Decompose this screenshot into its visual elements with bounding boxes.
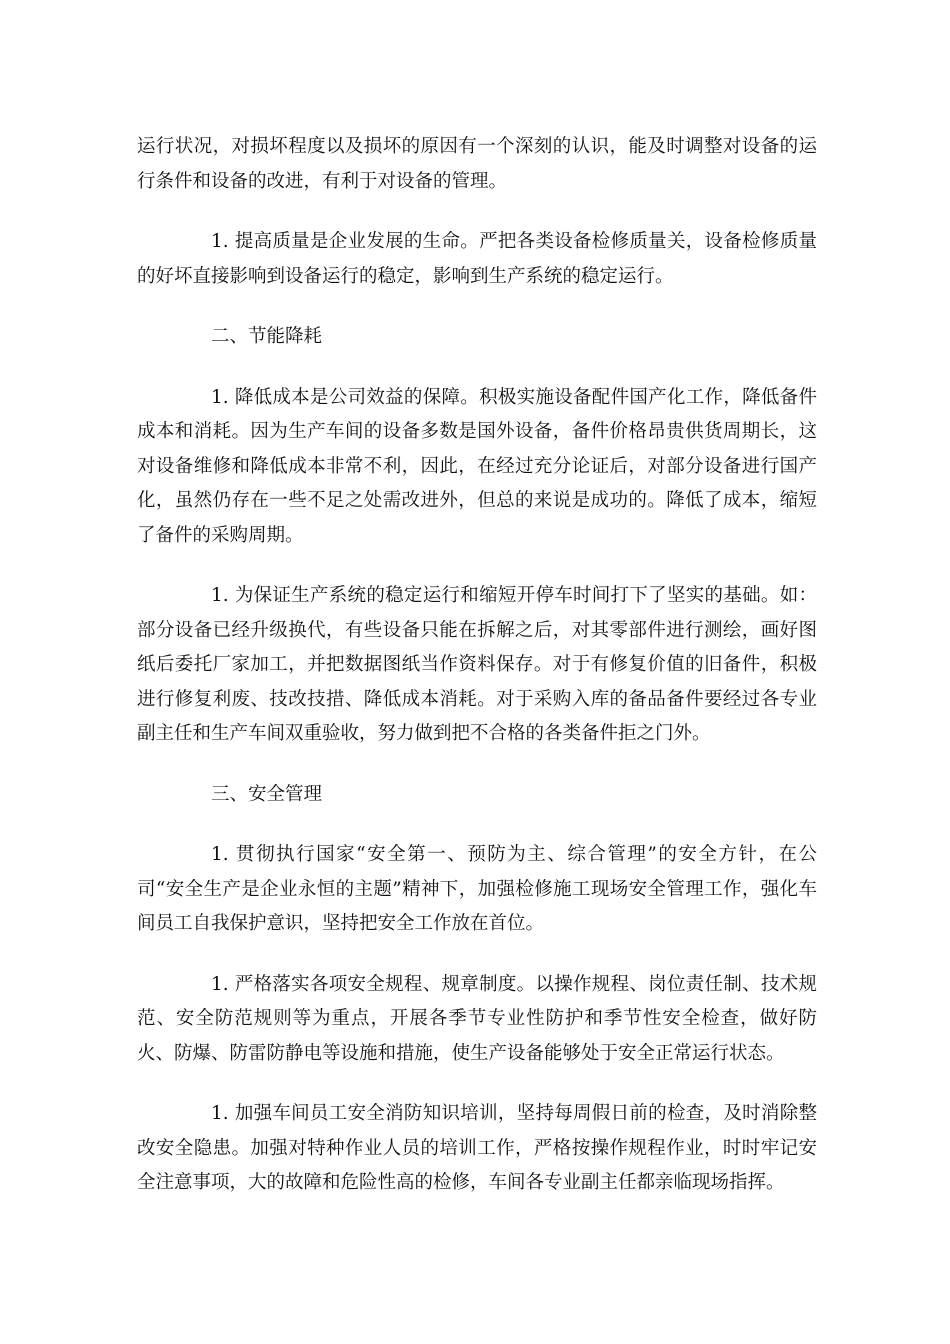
paragraph-cost-reduction: 1. 降低成本是公司效益的保障。积极实施设备配件国产化工作，降低备件成本和消耗。因为生产车间的设备多数是国外设备，备件价格昂贵供货周期长，这对设备维修和降低成本非常不利，因此，在经过充分论证后，对部分设备进行国产化，虽然仍存在一些不足之处需改进外，但总的来说是成功的。降低了成本，缩短了备件的采购周期。 (137, 386, 817, 546)
paragraph-production-stability: 1. 为保证生产系统的稳定运行和缩短开停车时间打下了坚实的基础。如：部分设备已经升级换代，有些设备只能在拆解之后，对其零部件进行测绘，画好图纸后委托厂家加工，并把数据图纸当作资料保存。对于有修复价值的旧备件，积极进行修复利废、技改技措、降低成本消耗。对于采购入库的备品备件要经过各专业副主任和生产车间双重验收，努力做到把不合格的各类备件拒之门外。 (137, 585, 817, 744)
document-body (137, 130, 817, 1227)
paragraph-continuation: 运行状况，对损坏程度以及损坏的原因有一个深刻的认识，能及时调整对设备的运行条件和设备的改进，有利于对设备的管理。 (137, 136, 817, 192)
paragraph-quality: 1. 提高质量是企业发展的生命。严把各类设备检修质量关，设备检修质量的好坏直接影响到设备运行的稳定，影响到生产系统的稳定运行。 (137, 231, 817, 287)
section-heading-safety-management: 三、安全管理 (211, 783, 323, 805)
paragraph-safety-rules: 1. 严格落实各项安全规程、规章制度。以操作规程、岗位责任制、技术规范、安全防范规则等为重点，开展各季节专业性防护和季节性安全检查，做好防火、防爆、防雷防静电等设施和措施，使生产设备能够处于安全正常运行状态。 (137, 973, 817, 1064)
paragraph-safety-training: 1. 加强车间员工安全消防知识培训，坚持每周假日前的检查，及时消除整改安全隐患。加强对特种作业人员的培训工作，严格按操作规程作业，时时牢记安全注意事项，大的故障和危险性高的检修，车间各专业副主任都亲临现场指挥。 (137, 1103, 817, 1193)
section-heading-energy-saving: 二、节能降耗 (211, 326, 323, 347)
paragraph-safety-policy: 1. 贯彻执行国家“安全第一、预防为主、综合管理”的安全方针，在公司“安全生产是企业永恒的主题”精神下，加强检修施工现场安全管理工作，强化车间员工自我保护意识，坚持把安全工作放在首位。 (137, 844, 817, 934)
